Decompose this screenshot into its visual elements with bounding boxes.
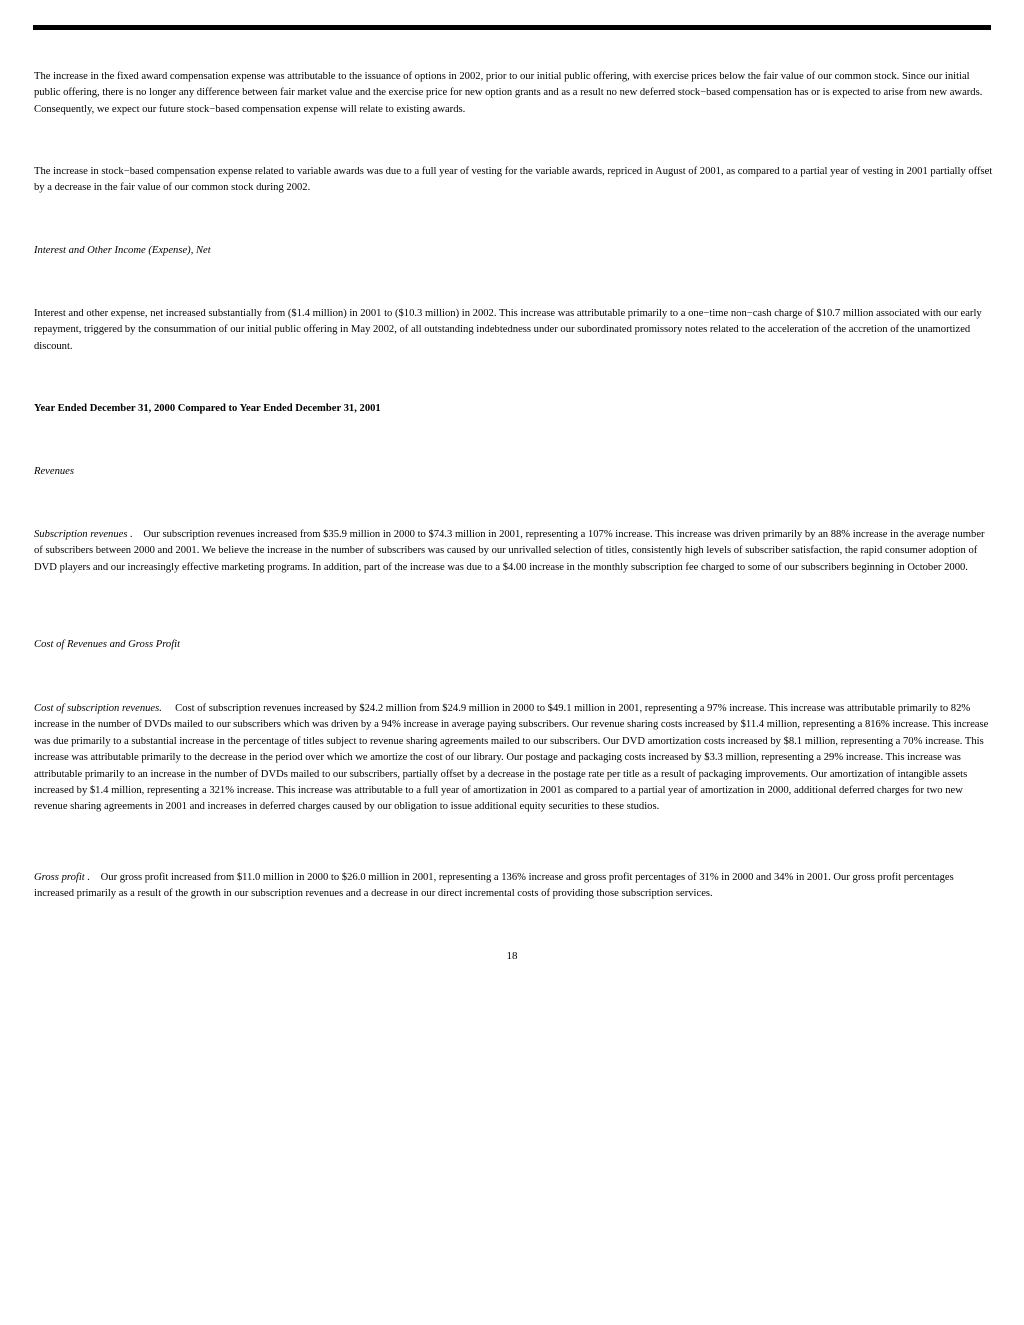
- paragraph-gross-profit: [34, 870, 994, 903]
- heading-text: Interest and Other Income (Expense), Net: [34, 245, 211, 256]
- paragraph-lead: Cost of subscription revenues.: [34, 703, 162, 714]
- heading-revenues: [34, 464, 994, 480]
- paragraph-text: Cost of subscription revenues increased by $24.2 million from $24.9 million in 2000 to $49.1 million in 2001, representing a 97% increase. This increase was attributable primarily to 82% increase in the number of DVDs mailed to our subscribers which was driven by a 94% increase in average paying subscribers. Our revenue sharing costs increased by $11.4 million, representing a 816% increase. This increase was due primarily to a substantial increase in the percentage of titles subject to revenue sharing agreements mailed to our subscribers. Our DVD amortization costs increased by $8.1 million, representing a 70% increase. This increase was attributable primarily to the decrease in the period over which we amortize the cost of our library. Our postage and packaging costs increased by $3.3 million, representing a 29% increase. This increase was attributable primarily to an increase in the number of DVDs mailed to our subscribers, partially offset by a decrease in the postage rate per title as a result of packaging improvements. Our amortization of intangible assets increased by $1.4 million, representing a 321% increase. This increase was attributable to a full year of amortization in 2001 as compared to a partial year of amortization in 2000, additional deferred charges for two new revenue sharing agreements in 2001 and increases in deferred charges caused by our obligation to issue additional equity securities to these studios.: [34, 703, 989, 813]
- paragraph-cost-of-subscription: [34, 701, 994, 816]
- heading-text: Revenues: [34, 466, 74, 477]
- paragraph-lead: Gross profit .: [34, 872, 91, 883]
- paragraph-text: The increase in the fixed award compensation expense was attributable to the issuance of options in 2002, prior to our initial public offering, with exercise prices below the fair value of our common stock. Since our initial public offering, there is no longer any difference between fair market value and the exercise price for new option grants and as a result no new deferred stock−based compensation has or is expected to arise from new awards. Consequently, we expect our future stock−based compensation expense will relate to existing awards.: [34, 71, 983, 115]
- top-rule: [33, 25, 991, 30]
- heading-year-comparison: [34, 401, 994, 417]
- paragraph-variable-awards: [34, 164, 994, 197]
- paragraph-subscription-revenues: [34, 527, 994, 576]
- paragraph-text: Our subscription revenues increased from $35.9 million in 2000 to $74.3 million in 2001, representing a 107% increase. This increase was driven primarily by an 88% increase in the average number of subscribers between 2000 and 2001. We believe the increase in the number of subscribers was caused by our unrivalled selection of titles, consistently high levels of subscriber satisfaction, the rapid consumer adoption of DVD players and our increasingly effective marketing programs. In addition, part of the increase was due to a $4.00 increase in the monthly subscription fee charged to some of our subscribers beginning in October 2000.: [34, 529, 985, 573]
- heading-interest-income: [34, 243, 994, 259]
- heading-text: Cost of Revenues and Gross Profit: [34, 639, 181, 650]
- paragraph-fixed-award-compensation: [34, 69, 994, 118]
- heading-cost-of-revenues: [34, 637, 994, 653]
- page-number: 18: [506, 950, 518, 962]
- paragraph-lead: Subscription revenues .: [34, 529, 133, 540]
- paragraph-text: Our gross profit increased from $11.0 million in 2000 to $26.0 million in 2001, representing a 136% increase and gross profit percentages of 31% in 2000 and 34% in 2001. Our gross profit percentages increased primarily as a result of the growth in our subscription revenues and a decrease in our direct incremental costs of providing those subscription services.: [34, 872, 954, 900]
- paragraph-text: Interest and other expense, net increased substantially from ($1.4 million) in 2001 to ($10.3 million) in 2002. This increase was attributable primarily to a one−time non−cash charge of $10.7 million associated with our early repayment, triggered by the consummation of our initial public offering in May 2002, of all outstanding indebtedness under our subordinated promissory notes related to the acceleration of the accretion of the unamortized discount.: [34, 308, 982, 352]
- paragraph-text: The increase in stock−based compensation expense related to variable awards was due to a full year of vesting for the variable awards, repriced in August of 2001, as compared to a partial year of vesting in 2001 partially offset by a decrease in the fair value of our common stock during 2002.: [34, 166, 993, 194]
- heading-text: Year Ended December 31, 2000 Compared to Year Ended December 31, 2001: [34, 403, 381, 414]
- paragraph-interest-expense: [34, 306, 994, 355]
